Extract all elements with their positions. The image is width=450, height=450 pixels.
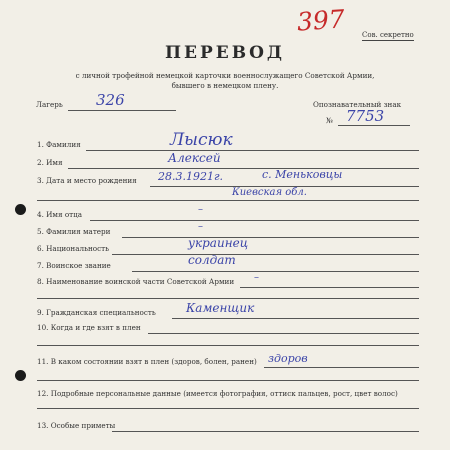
punch-hole-bottom	[15, 370, 26, 381]
document-subtitle-line1: с личной трофейной немецкой карточки военнослужащего Советской Армии,	[75, 71, 375, 80]
field-birth-region-value: Киевская обл.	[232, 187, 307, 198]
field-military-unit-value: –	[254, 272, 259, 283]
field-rank-line	[132, 271, 419, 272]
camp-label: Лагерь	[36, 100, 63, 109]
field-personal-details-line	[37, 408, 419, 409]
id-tag-value: 7753	[346, 107, 385, 125]
field-condition-value: здоров	[268, 352, 308, 365]
field-personal-details-label: 12. Подробные персональные данные (имеется фотография, оттиск пальцев, рост, цвет волос)	[37, 389, 398, 398]
field-civil-profession-label: 9. Гражданская специальность	[37, 308, 156, 317]
field-military-unit-line-2	[37, 298, 419, 299]
field-father-name-line	[90, 220, 419, 221]
field-name-value: Алексей	[168, 151, 221, 165]
field-rank-value: солдат	[188, 253, 236, 267]
field-captured-where-label: 10. Когда и где взят в плен	[37, 323, 141, 332]
field-civil-profession-value: Каменщик	[186, 301, 255, 315]
field-birth-line-2	[37, 200, 419, 201]
field-civil-profession-line	[172, 318, 419, 319]
field-surname-value: Лысюк	[170, 130, 233, 150]
field-surname-line	[86, 150, 419, 151]
field-captured-where-line-2	[37, 345, 419, 346]
field-condition-line	[264, 367, 419, 368]
field-mother-surname-line	[122, 237, 419, 238]
field-name-line	[68, 168, 419, 169]
field-name-label: 2. Имя	[37, 158, 63, 167]
field-special-marks-line	[112, 431, 419, 432]
punch-hole-top	[15, 204, 26, 215]
field-special-marks-label: 13. Особые приметы	[37, 421, 116, 430]
field-nationality-line	[112, 254, 419, 255]
field-rank-label: 7. Воинское звание	[37, 261, 111, 270]
field-condition-label: 11. В каком состоянии взят в плен (здоров, болен, ранен)	[37, 357, 257, 366]
camp-value: 326	[96, 91, 125, 109]
id-tag-label: Опознавательный знак	[313, 100, 402, 109]
field-military-unit-line	[240, 287, 419, 288]
field-captured-where-line	[148, 333, 419, 334]
field-surname-label: 1. Фамилия	[37, 140, 81, 149]
field-father-name-label: 4. Имя отца	[37, 210, 83, 219]
field-birth-label: 3. Дата и место рождения	[37, 176, 137, 185]
camp-underline	[68, 110, 176, 111]
id-tag-number-prefix: №	[326, 116, 333, 125]
field-mother-surname-label: 5. Фамилия матери	[37, 227, 111, 236]
id-tag-underline	[338, 125, 410, 126]
field-father-name-value: –	[198, 204, 203, 215]
field-mother-surname-value: –	[198, 221, 203, 232]
field-birth-date-value: 28.3.1921г.	[158, 170, 224, 183]
field-nationality-label: 6. Национальность	[37, 244, 110, 253]
field-military-unit-label: 8. Наименование воинской части Советской Армии	[37, 277, 235, 286]
field-birth-place-value: с. Меньковцы	[262, 168, 343, 181]
field-condition-line-2	[37, 380, 419, 381]
field-nationality-value: украинец	[188, 236, 249, 250]
document-subtitle-line2: бывшего в немецком плену.	[171, 81, 279, 90]
secrecy-stamp: Сов. секретно	[362, 31, 414, 39]
document-number: 397	[296, 4, 346, 37]
document-title: ПЕРЕВОД	[164, 43, 286, 63]
